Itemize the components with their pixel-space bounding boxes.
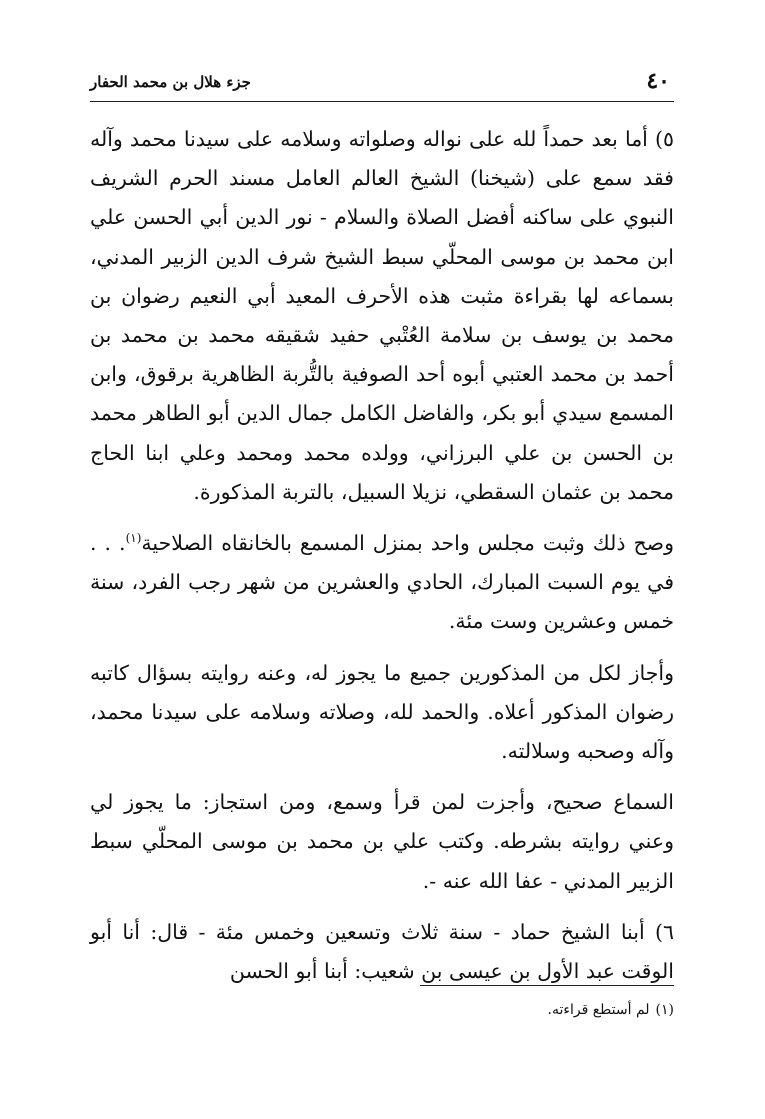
paragraph-text-before-note: وصح ذلك وثبت مجلس واحد بمنزل المسمع بالخانقاه الصلاحية xyxy=(141,531,674,556)
footnote-reference: (١) xyxy=(125,531,142,546)
paragraph-text-after-note: . . . في يوم السبت المبارك، الحادي والعشرين من شهر رجب الفرد، سنة خمس وعشرين وست مئة. xyxy=(90,531,674,634)
paragraph-sama-date xyxy=(90,524,674,642)
paragraph-sama-sahih: السماع صحيح، وأجزت لمن قرأ وسمع، ومن استجاز: ما يجوز لي وعني روايته بشرطه. وكتب علي بن محمد بن موسى المحلّي سبط الزبير المدني - عفا الله عنه -. xyxy=(90,790,674,893)
footnote-text: لم أستطع قراءته. xyxy=(547,1002,650,1018)
paragraph-ijaza: وأجاز لكل من المذكورين جميع ما يجوز له، وعنه روايته بسؤال كاتبه رضوان المذكور أعلاه. والحمد لله، وصلاته وسلامه على سيدنا محمد، وآله وصحبه وسلالته. xyxy=(90,660,674,764)
paragraph-5: ٥) أما بعد حمداً لله على نواله وصلواته وسلامه على سيدنا محمد وآله فقد سمع على (شيخنا) الشيخ العالم العامل مسند الحرم الشريف النبوي على ساكنه أفضل الصلاة والسلام - نور الدين أبي الحسن علي ابن محمد بن موسى المحلّي سبط الشيخ شرف الدين الزبير المدني، بسماعه لها بقراءة مثبت هذه الأحرف المعيد أبي النعيم رضوان بن محمد بن يوسف بن سلامة العُتْبي حفيد شقيقه محمد بن محمد بن أحمد بن محمد العتبي أبوه أحد الصوفية بالتُّربة الظاهرية برقوق، وابن المسمع سيدي أبو بكر، والفاضل الكامل جمال الدين أبو الطاهر محمد بن الحسن بن علي البرزاني، وولده محمد ومحمد وعلي ابنا الحاج محمد بن عثمان السقطي، نزيلا السبيل، بالتربة المذكورة. xyxy=(90,127,674,504)
header-rule xyxy=(90,101,674,102)
footnote-rule xyxy=(420,985,674,986)
footnote xyxy=(90,998,674,1022)
page-number: ٤٠ xyxy=(646,68,670,94)
main-text xyxy=(90,120,674,1003)
book-title: جزء هلال بن محمد الحفار xyxy=(90,73,251,91)
footnote-marker: (١) xyxy=(655,1002,674,1018)
paragraph-6: ٦) أبنا الشيخ حماد - سنة ثلاث وتسعين وخمس مئة - قال: أنا أبو الوقت عبد الأول بن عيسى بن شعيب: أبنا أبو الحسن xyxy=(90,919,674,984)
running-header xyxy=(90,66,674,96)
